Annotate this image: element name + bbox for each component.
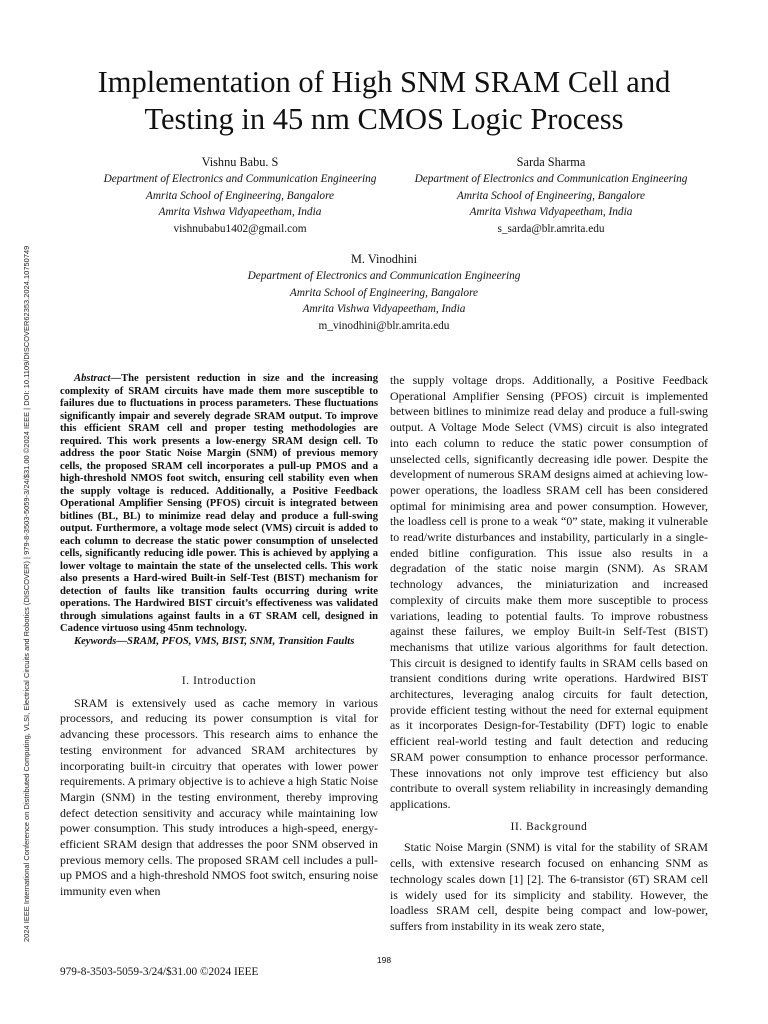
section-heading-background: II. Background <box>510 820 588 833</box>
author-university: Amrita Vishwa Vidyapeetham, India <box>302 303 466 315</box>
section-heading-introduction: I. Introduction <box>181 675 257 687</box>
footer-isbn: 979-8-3503-5059-3/24/$31.00 ©2024 IEEE <box>60 966 259 978</box>
author-name: M. Vinodhini <box>351 252 417 266</box>
abstract-paragraph <box>60 373 378 636</box>
introduction-paragraph: SRAM is extensively used as cache memory in various processors, and reducing its power consumption is vital for advancing these processors. This research aims to enhance the testing environment for advanced SRAM architectures by incorporating built-in circuitry that operates with lower power requirements. A primary objective is to achieve a high Static Noise Margin (SNM) in the testing environment, thereby improving defect detection sensitivity and accuracy while maintaining low power consumption. This study introduces a high-speed, energy-efficient SRAM design that addresses the poor SNM observed in previous memory cells. The proposed SRAM cell includes a pull-up PMOS and a high-threshold NMOS foot switch, ensuring noise immunity even when <box>60 695 378 899</box>
author-email: m_vinodhini@blr.amrita.edu <box>318 319 450 332</box>
background-paragraph: Static Noise Margin (SNM) is vital for the stability of SRAM cells, with extensive research focused on enhancing SNM as technology scales down [1] [2]. The 6-transistor (6T) SRAM cell is widely used for its simplicity and stability. However, the loadless SRAM cell, despite being compact and low-power, suffers from instability in its weak zero state, <box>390 840 708 933</box>
author-name: Vishnu Babu. S <box>201 155 279 169</box>
sidebar-citation-text: 2024 IEEE International Conference on Distributed Computing, VLSI, Electrical Circuits and Robotics (DISCOVER) | 979-8-3503-5059-3/24/$31.00 ©2024 IEEE | DOI: 10.1109/DISCOVER62353.2024.10750749 <box>22 245 31 942</box>
right-column <box>390 373 708 935</box>
author-university: Amrita Vishwa Vidyapeetham, India <box>158 206 322 218</box>
author-department: Department of Electronics and Communication Engineering <box>247 270 521 282</box>
author-email: vishnubabu1402@gmail.com <box>173 222 307 235</box>
author-department: Department of Electronics and Communication Engineering <box>414 173 688 185</box>
author-block-2 <box>336 154 766 237</box>
author-email: s_sarda@blr.amrita.edu <box>497 222 605 235</box>
author-name: Sarda Sharma <box>516 155 586 169</box>
author-block-3 <box>184 251 584 334</box>
author-school: Amrita School of Engineering, Bangalore <box>289 286 479 299</box>
abstract-label: Abstract <box>74 373 111 384</box>
sidebar-citation-strip <box>15 82 29 942</box>
left-column <box>60 373 378 900</box>
author-school: Amrita School of Engineering, Bangalore <box>456 189 646 202</box>
paper-title: Implementation of High SNM SRAM Cell and Testing in 45 nm CMOS Logic Process <box>97 65 671 136</box>
introduction-continued-paragraph: the supply voltage drops. Additionally, a Positive Feedback Operational Amplifier Sensing (PFOS) circuit is implemented between bitlines to minimize read delay and produce a full-swing output. A Voltage Mode Select (VMS) circuit is also integrated into each column to reduce the static power consumption of unselected cells, significantly decreasing idle power. Despite the development of numerous SRAM designs aimed at achieving low-power operations, the loadless SRAM cell has been considered optimal for minimising area and power consumption. However, the loadless cell is prone to a weak “0” state, making it vulnerable to read/write disturbances and instability, particularly in a single-ended bitline configuration. This issue also results in a degradation of the static noise margin (SNM). As SRAM technology advances, the miniaturization and increased complexity of circuits make them more susceptible to process variations, leading to potential faults. To improve robustness against these failures, we employ Built-in Self-Test (BIST) mechanisms that utilize various algorithms for fault detection. This circuit is designed to identify faults in SRAM cells based on transient conditions during write operations. Hardwired BIST architectures, leveraging analog circuits for fault detection, provide efficient testing without the need for external equipment as it incorporates Design-for-Testability (DFT) logic to enable efficient real-world testing and fault detection and reducing SRAM power consumption to enhance processor performance. These innovations not only improve test efficiency but also contribute to overall system reliability in increasingly demanding applications. <box>390 373 708 811</box>
page-number: 198 <box>376 955 392 965</box>
abstract-text: —The persistent reduction in size and the increasing complexity of SRAM circuits have made them more susceptible to failures due to fluctuations in process parameters. These fluctuations significantly impair and severely degrade SRAM output. To improve this efficient SRAM cell and proper testing methodologies are required. This work presents a low-energy SRAM design cell. To address the poor Static Noise Margin (SNM) of previous memory cells, the proposed SRAM cell incorporates a pull-up PMOS and a high-threshold NMOS foot switch, ensuring cell stability even when the supply voltage is reduced. Additionally, a Positive Feedback Operational Amplifier Sensing (PFOS) circuit is integrated between bitlines (BL, BL) to minimize read delay and produce a full-swing output. Furthermore, a voltage mode select (VMS) circuit is added to each column to decrease the static power consumption of unselected cells, significantly reducing idle power. This is achieved by applying a lower voltage to maintain the state of the unselected cells. This work also presents a Hard-wired Built-in Self-Test (BIST) mechanism for detection of faults like transition faults occurring during write operations. The Hardwired BIST circuit’s effectiveness was validated through simulations against faults in a 6T SRAM cell, designed in Cadence virtuoso using 45nm technology. <box>60 373 378 634</box>
author-school: Amrita School of Engineering, Bangalore <box>145 189 335 202</box>
author-university: Amrita Vishwa Vidyapeetham, India <box>469 206 633 218</box>
author-department: Department of Electronics and Communication Engineering <box>103 173 377 185</box>
keywords-line: Keywords—SRAM, PFOS, VMS, BIST, SNM, Transition Faults <box>74 635 355 647</box>
